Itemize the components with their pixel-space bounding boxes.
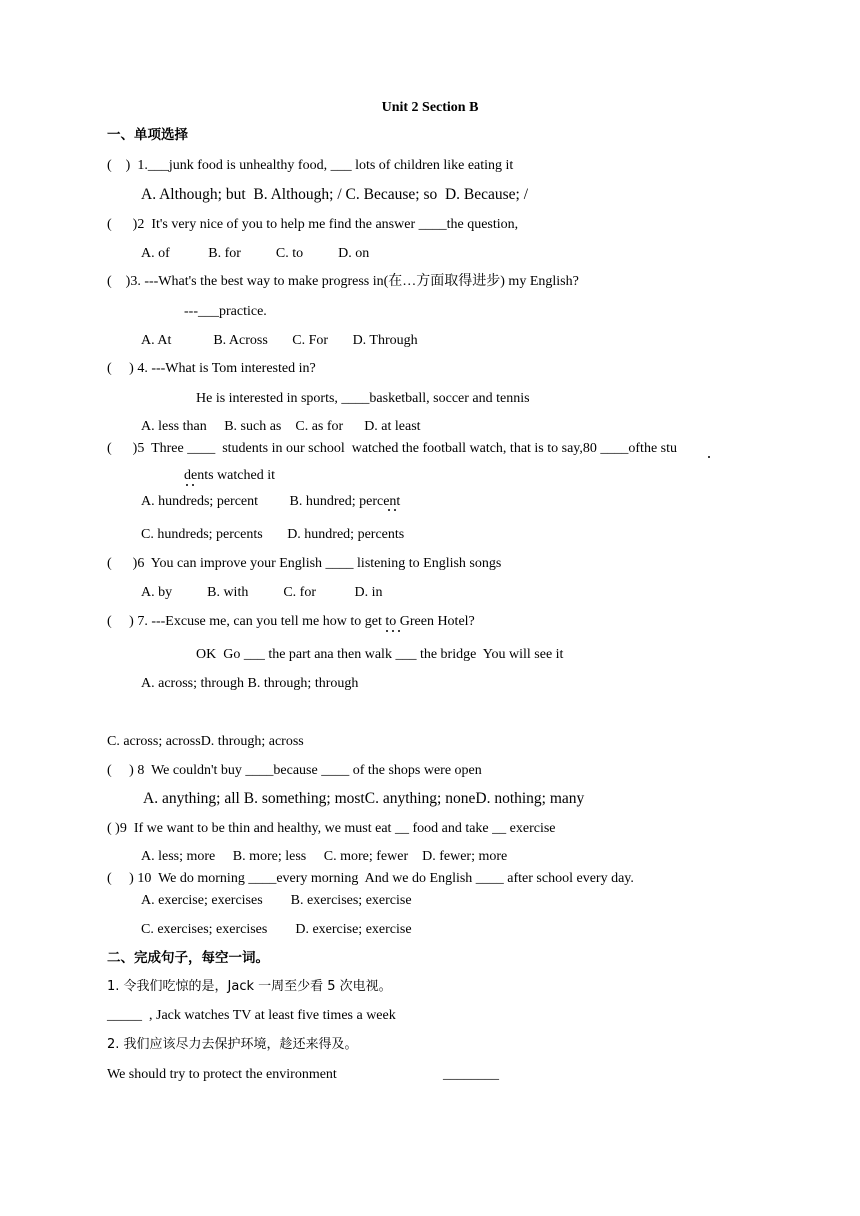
question-stem: ( ) 1.___junk food is unhealthy food, ___ lots of children like eating it: [107, 158, 514, 173]
question-stem: ( )6 You can improve your English ____ listening to English songs: [107, 556, 502, 571]
question-options: A. anything; all B. something; mostC. anything; noneD. nothing; many: [143, 790, 585, 807]
question-options: C. exercises; exercises D. exercise; exercise: [141, 922, 412, 937]
question-options: C. across; acrossD. through; across: [107, 734, 304, 749]
sentence-chinese: 1. 令我们吃惊的是，Jack 一周至少看 5 次电视。: [107, 979, 392, 994]
question-stem: ( )3. ---What's the best way to make progress in(在…方面取得进步) my English?: [107, 274, 579, 289]
section-heading-2: 二、完成句子，每空一词。: [107, 950, 269, 966]
question-options: A. across; through B. through; through: [141, 676, 359, 691]
question-answer-line: ---___practice.: [184, 304, 267, 319]
question-options: A. hundreds; percent B. hundred; percent: [141, 494, 401, 509]
section-heading-1: 一、单项选择: [107, 127, 188, 143]
answer-blank[interactable]: ________: [443, 1067, 499, 1082]
question-stem-continued: dents watched it: [184, 468, 275, 483]
question-stem: ( )2 It's very nice of you to help me find the answer ____the question,: [107, 217, 519, 232]
question-stem: ( )9 If we want to be thin and healthy, we must eat __ food and take __ exercise: [107, 821, 556, 836]
question-stem: ( ) 8 We couldn't buy ____because ____ of the shops were open: [107, 763, 482, 778]
question-stem: ( ) 10 We do morning ____every morning And we do English ____ after school every day.: [107, 871, 634, 886]
question-options: A. by B. with C. for D. in: [141, 585, 383, 600]
question-options: A. At B. Across C. For D. Through: [141, 333, 418, 348]
question-options: A. less; more B. more; less C. more; fewer D. fewer; more: [141, 849, 508, 864]
question-answer-line: He is interested in sports, ____basketball, soccer and tennis: [196, 391, 530, 406]
question-options: C. hundreds; percents D. hundred; percents: [141, 527, 405, 542]
sentence-chinese: 2. 我们应该尽力去保护环境，趁还来得及。: [107, 1037, 358, 1052]
question-options: A. Although; but B. Although; / C. Because; so D. Because; /: [141, 186, 529, 203]
sentence-english: We should try to protect the environment: [107, 1067, 337, 1082]
page-title: Unit 2 Section B: [381, 100, 479, 115]
question-options: A. exercise; exercises B. exercises; exercise: [141, 893, 412, 908]
question-stem: ( )5 Three ____ students in our school watched the football watch, that is to say,80 ____ofthe stu: [107, 441, 678, 456]
question-answer-line: OK Go ___ the part ana then walk ___ the bridge You will see it: [196, 647, 564, 662]
question-options: A. less than B. such as C. as for D. at least: [141, 419, 421, 434]
question-stem: ( ) 7. ---Excuse me, can you tell me how to get to Green Hotel?: [107, 614, 475, 629]
question-options: A. of B. for C. to D. on: [141, 246, 370, 261]
sentence-english: _____ , Jack watches TV at least five times a week: [107, 1008, 396, 1023]
question-stem: ( ) 4. ---What is Tom interested in?: [107, 361, 316, 376]
